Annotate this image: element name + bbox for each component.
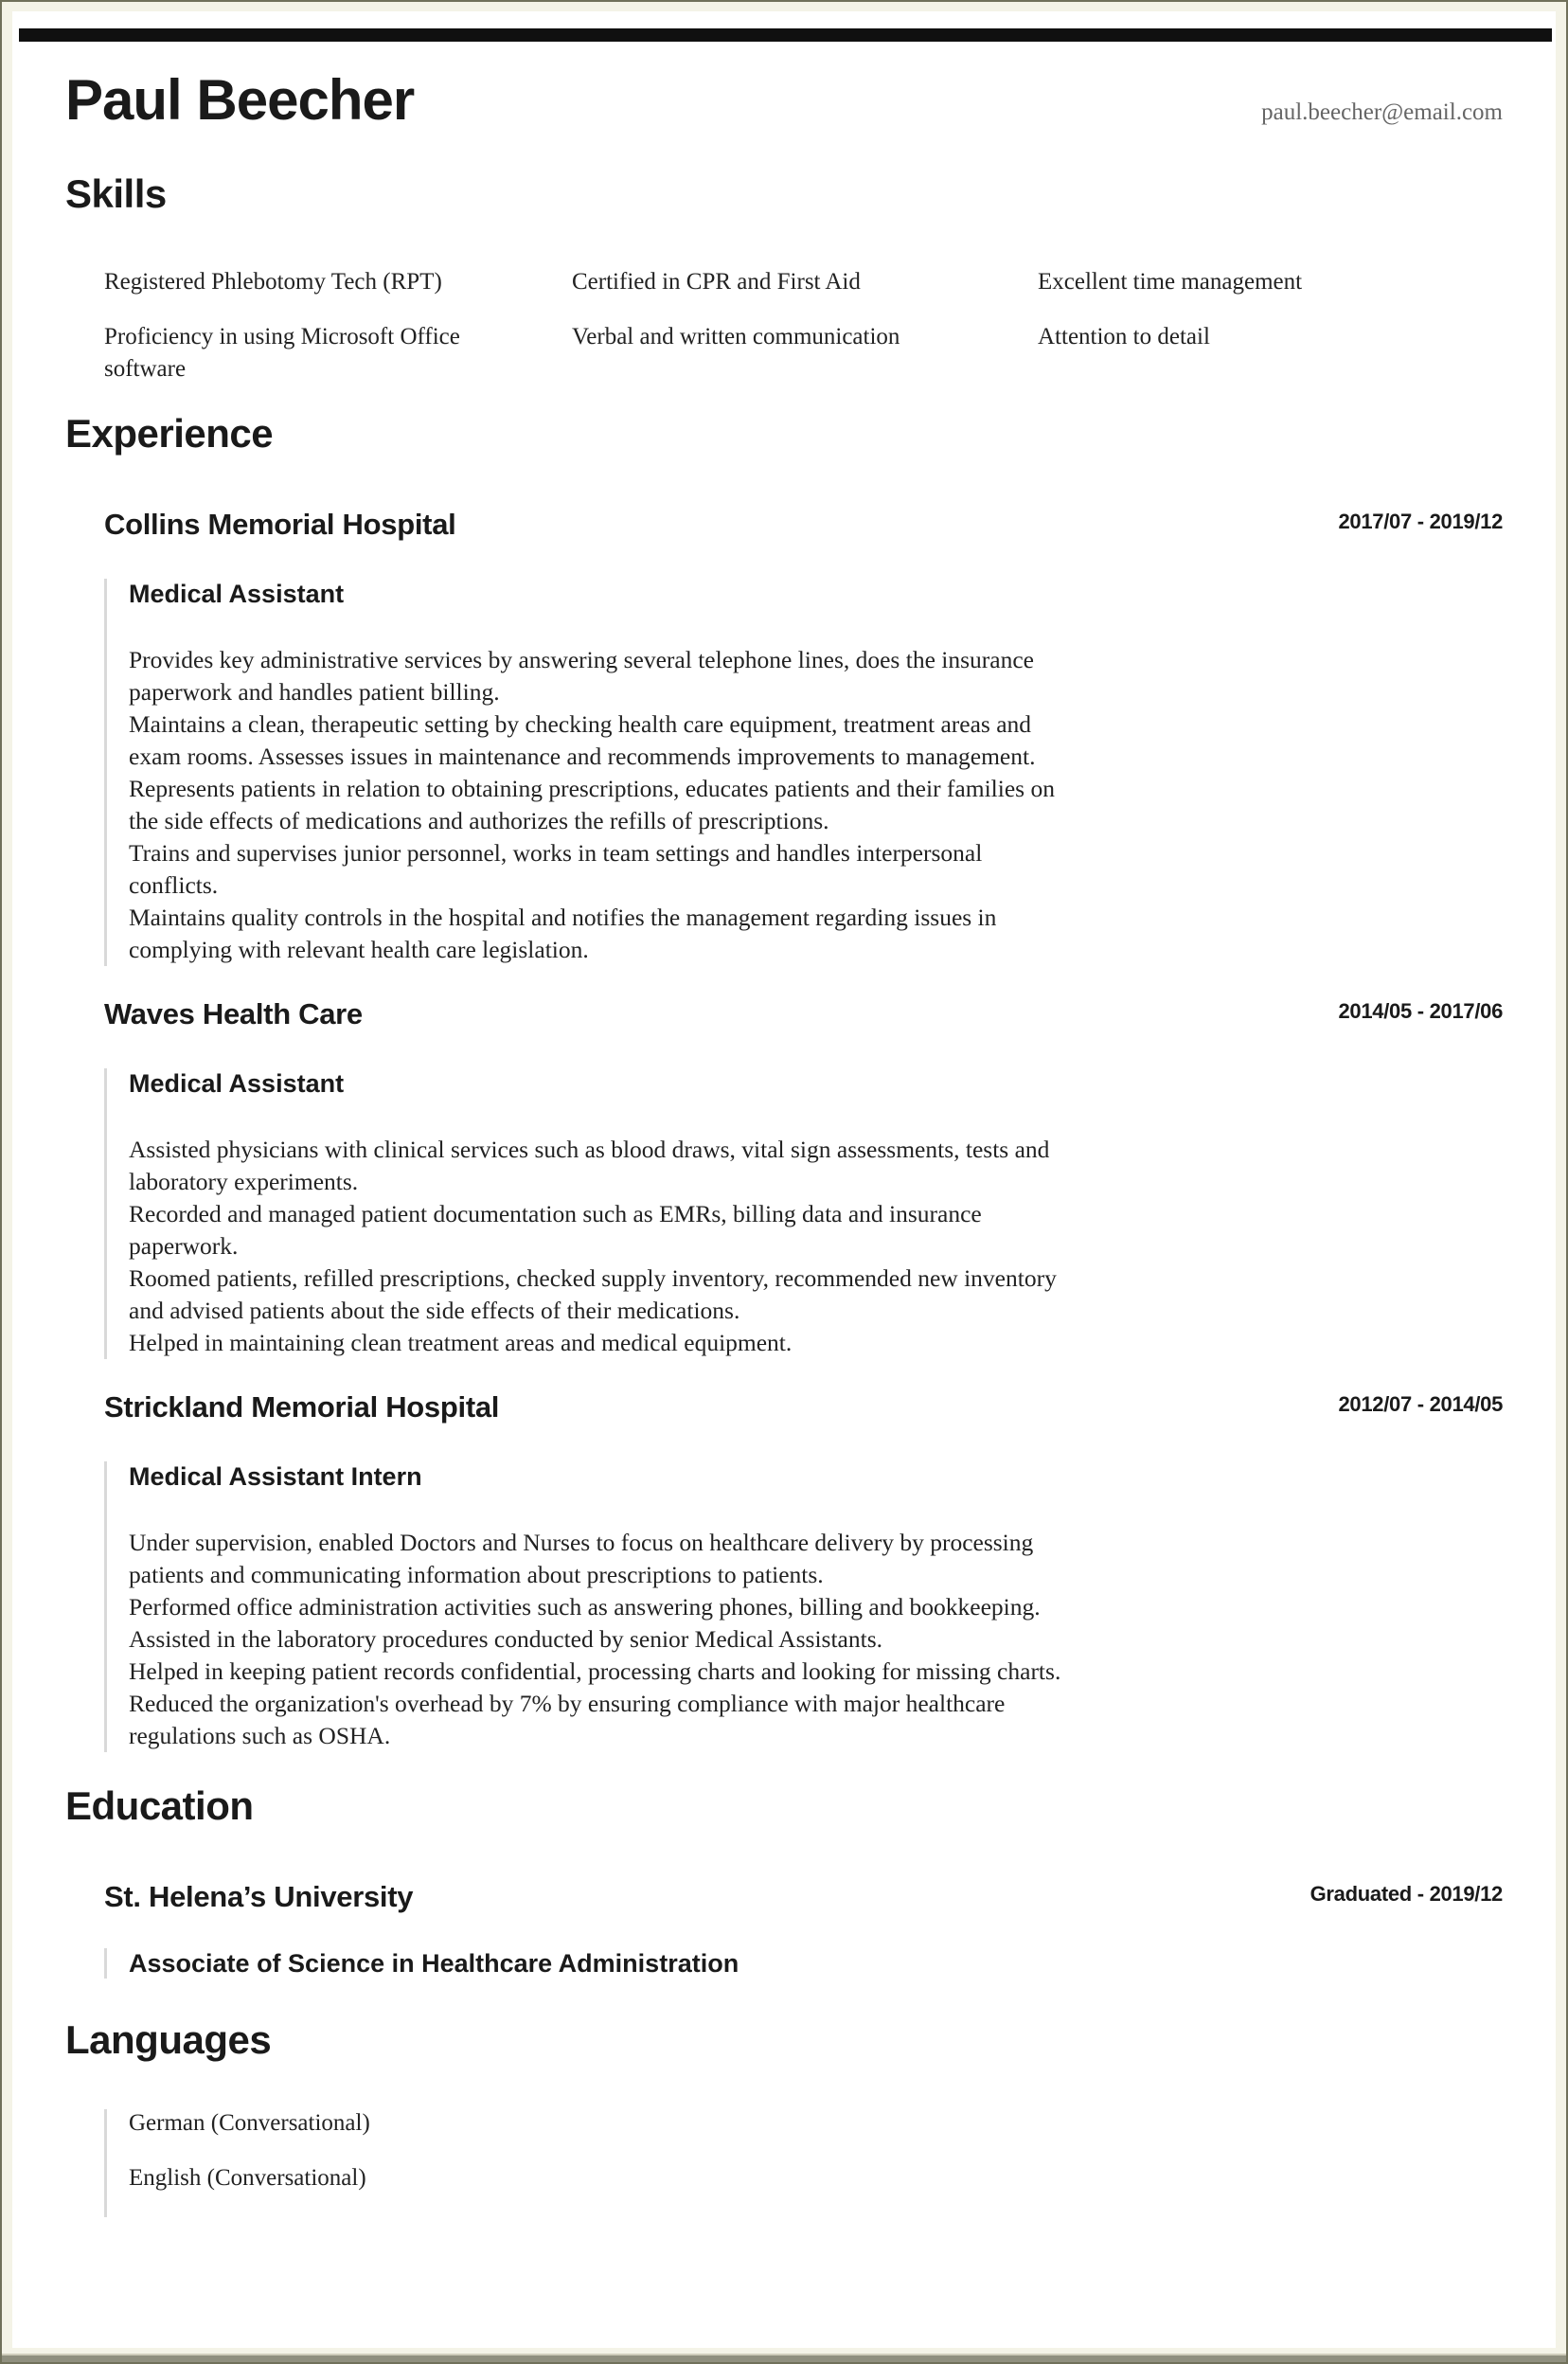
skill-item: Registered Phlebotomy Tech (RPT): [104, 269, 442, 295]
job-description: [129, 1134, 1076, 1359]
resume-page: [12, 11, 1556, 2348]
degree-name: Associate of Science in Healthcare Administration: [104, 1948, 1503, 1979]
experience-entry-body: [104, 1461, 1503, 1752]
experience-entry: [65, 1390, 1503, 1752]
job-dates: 2014/05 - 2017/06: [1338, 999, 1503, 1023]
education-section-title: Education: [65, 1783, 254, 1828]
experience-section-title: Experience: [65, 411, 274, 456]
experience-entries: [65, 508, 1503, 1752]
skill-item: Certified in CPR and First Aid: [572, 269, 861, 295]
bottom-frame-bar: [2, 2354, 1566, 2362]
resume-header: [65, 70, 1503, 130]
skill-item: Proficiency in using Microsoft Office software: [104, 324, 460, 382]
experience-entry: [65, 997, 1503, 1359]
experience-entry-header: [104, 508, 1503, 542]
experience-entry: [65, 508, 1503, 966]
skill-item: Excellent time management: [1038, 269, 1303, 295]
section-experience: [65, 413, 1503, 1752]
job-bullet: Under supervision, enabled Doctors and Nurses to focus on healthcare delivery by processing patients and communicating information about prescriptions to patients.: [129, 1529, 1034, 1588]
job-title: Medical Assistant Intern: [129, 1462, 422, 1491]
skill-item: Verbal and written communication: [572, 324, 900, 349]
top-accent-bar: [19, 28, 1552, 42]
job-bullet: Maintains quality controls in the hospital and notifies the management regarding issues in complying with relevant health care legislation.: [129, 904, 997, 963]
job-bullet: Provides key administrative services by answering several telephone lines, does the insurance paperwork and handles patient billing.: [129, 646, 1034, 706]
job-description: [129, 644, 1076, 966]
experience-entry-header: [104, 1390, 1503, 1424]
experience-entry-body: [104, 579, 1503, 966]
experience-entry-header: [104, 997, 1503, 1031]
company-name: Waves Health Care: [104, 997, 363, 1030]
job-bullet: Trains and supervises junior personnel, works in team settings and handles interpersonal conflicts.: [129, 839, 983, 899]
graduation-date: Graduated - 2019/12: [1310, 1882, 1503, 1906]
job-dates: 2012/07 - 2014/05: [1338, 1392, 1503, 1416]
education-entry-header: [104, 1880, 1503, 1914]
job-title: Medical Assistant: [129, 1069, 345, 1098]
job-bullet: Helped in maintaining clean treatment areas and medical equipment.: [129, 1329, 793, 1356]
job-bullet: Represents patients in relation to obtaining prescriptions, educates patients and their families on the side effects of medications and authorizes the refills of prescriptions.: [129, 775, 1055, 834]
email-address: paul.beecher@email.com: [1261, 99, 1503, 125]
section-education: [65, 1785, 1503, 1979]
job-title: Medical Assistant: [129, 580, 345, 608]
job-bullet: Helped in keeping patient records confidential, processing charts and looking for missing charts.: [129, 1657, 1061, 1685]
skills-grid: [104, 266, 1503, 385]
languages-list: [104, 2109, 1503, 2217]
language-item: English (Conversational): [129, 2165, 366, 2191]
resume-content: [12, 70, 1556, 2217]
job-bullet: Assisted in the laboratory procedures conducted by senior Medical Assistants.: [129, 1625, 882, 1653]
job-bullet: Maintains a clean, therapeutic setting by checking health care equipment, treatment areas and exam rooms. Assesses issues in maintenance and recommends improvements to management.: [129, 710, 1036, 770]
job-bullet: Assisted physicians with clinical services such as blood draws, vital sign assessments, tests and laboratory experiments.: [129, 1136, 1050, 1195]
section-skills: [65, 173, 1503, 385]
job-bullet: Roomed patients, refilled prescriptions, checked supply inventory, recommended new inventory and advised patients about the side effects of their medications.: [129, 1264, 1057, 1324]
job-bullet: Reduced the organization's overhead by 7% by ensuring compliance with major healthcare regulations such as OSHA.: [129, 1690, 1006, 1749]
school-name: St. Helena’s University: [104, 1880, 414, 1913]
section-languages: [65, 2019, 1503, 2217]
language-item: German (Conversational): [129, 2110, 370, 2136]
skills-section-title: Skills: [65, 171, 167, 216]
languages-section-title: Languages: [65, 2017, 272, 2062]
company-name: Strickland Memorial Hospital: [104, 1390, 500, 1424]
candidate-name: Paul Beecher: [65, 68, 415, 132]
skill-item: Attention to detail: [1038, 324, 1210, 349]
experience-entry-body: [104, 1068, 1503, 1359]
job-description: [129, 1527, 1076, 1752]
job-dates: 2017/07 - 2019/12: [1338, 510, 1503, 533]
job-bullet: Recorded and managed patient documentation such as EMRs, billing data and insurance paperwork.: [129, 1200, 982, 1260]
company-name: Collins Memorial Hospital: [104, 508, 456, 541]
job-bullet: Performed office administration activities such as answering phones, billing and bookkeeping.: [129, 1593, 1041, 1621]
